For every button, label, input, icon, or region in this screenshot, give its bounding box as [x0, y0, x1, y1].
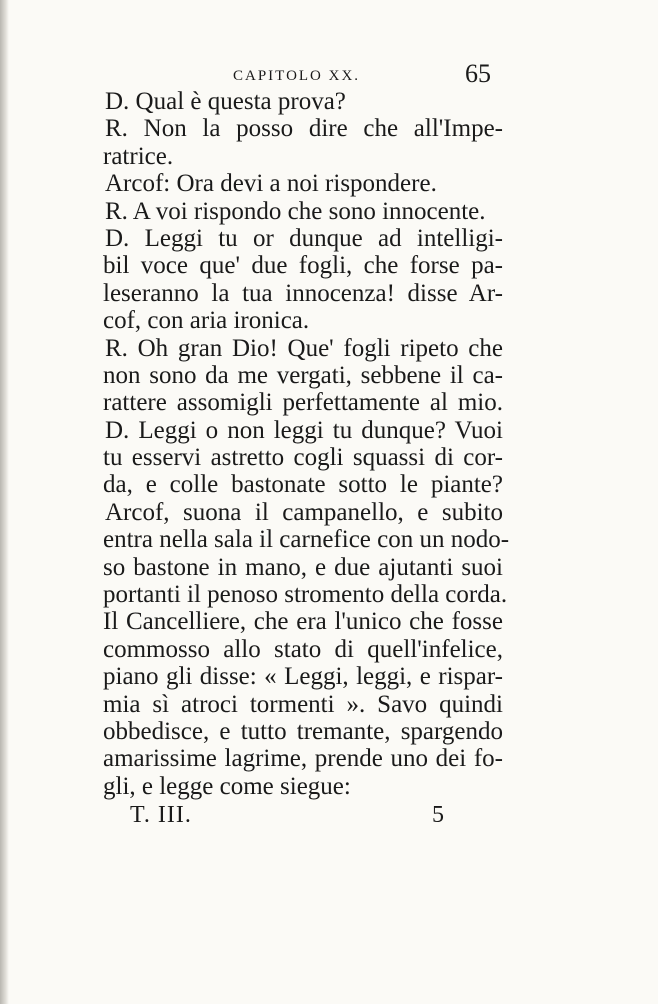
running-head: [105, 58, 505, 92]
text-line: commosso allo stato di quell'infelice,: [103, 635, 503, 663]
text-line: D. Qual è questa prova?: [105, 88, 346, 115]
text-line: entra nella sala il carnefice con un nodo-: [103, 526, 510, 554]
text-line: non sono da me vergati, sebbene il ca-: [103, 361, 503, 389]
text-line: cof, con aria ironica.: [103, 307, 310, 335]
text-line: da, e colle bastonate sotto le piante?: [103, 471, 503, 499]
text-line: so bastone in mano, e due ajutanti suoi: [103, 553, 503, 581]
text-line: bil voce que' due fogli, che forse pa-: [103, 252, 503, 280]
text-line: Arcof: Ora devi a noi rispondere.: [105, 170, 437, 198]
text-line: piano gli disse: « Leggi, leggi, e rispar-: [103, 663, 503, 691]
signature-mark: 5: [432, 802, 444, 828]
text-line: mia sì atroci tormenti ». Savo quindi: [103, 690, 503, 718]
page-binding-edge: [0, 0, 9, 1004]
text-line: amarissime lagrime, prende uno dei fo-: [103, 745, 503, 773]
text-line: tu esservi astretto cogli squassi di cor-: [103, 444, 503, 472]
text-line: R. Oh gran Dio! Que' fogli ripeto che: [105, 334, 503, 362]
text-line: obbedisce, e tutto tremante, spargendo: [103, 717, 503, 745]
body-text: [103, 88, 510, 800]
text-line: portanti il penoso stromento della corda.: [103, 581, 508, 609]
text-line: D. Leggi tu or dunque ad intelligi-: [105, 224, 503, 252]
text-line: gli, e legge come siegue:: [103, 772, 351, 800]
page-number: 65: [465, 59, 491, 88]
page-footer: [130, 802, 450, 842]
text-line: Il Cancelliere, che era l'unico che fosse: [103, 608, 503, 636]
text-line: R. A voi rispondo che sono innocente.: [105, 197, 486, 225]
volume-mark: T. III.: [130, 802, 192, 828]
text-line: R. Non la posso dire che all'Impe-: [105, 115, 503, 143]
text-line: D. Leggi o non leggi tu dunque? Vuoi: [105, 416, 503, 444]
text-line: Arcof, suona il campanello, e subito: [105, 498, 503, 526]
text-line: leseranno la tua innocenza! disse Ar-: [103, 279, 503, 307]
text-line: rattere assomigli perfettamente al mio.: [103, 389, 503, 417]
chapter-title: CAPITOLO XX.: [233, 68, 361, 84]
text-line: ratrice.: [103, 142, 174, 170]
